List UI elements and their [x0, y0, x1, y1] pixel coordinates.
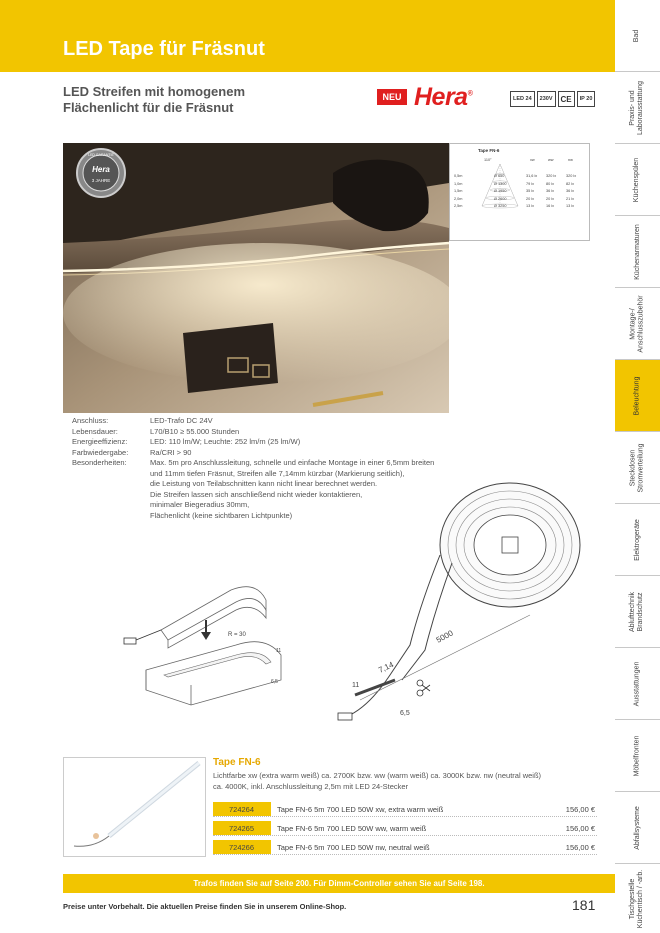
sidebar-tab-beleuchtung[interactable] [615, 360, 660, 432]
article-row[interactable] [213, 802, 597, 817]
spec-value: Ra/CRI > 90 [150, 447, 192, 457]
spec-value: Die Streifen lassen sich anschließend nicht wieder kontaktieren, [150, 489, 363, 499]
ce-icon: CE [558, 91, 575, 107]
article-price: 156,00 € [565, 842, 595, 852]
chart-cell-nw: 36 lx [566, 189, 575, 193]
certification-icons [510, 91, 595, 107]
led24-icon: LED 24 [510, 91, 535, 107]
chart-cell-nw: 13 lx [566, 204, 575, 208]
sidebar-tab-label: Montage-/ Anschlusszubehör [629, 294, 645, 353]
plug-icon [93, 833, 99, 839]
spec-label [72, 500, 150, 511]
chart-cell-dist: 2,0m [454, 196, 463, 201]
article-number: 724264 [213, 802, 271, 816]
sidebar-tab-label: Tischgestelle Küchentisch / -arb. [629, 869, 645, 928]
tape-desc-line: Lichtfarbe xw (extra warm weiß) ca. 2700K bzw. ww (warm weiß) ca. 3000K bzw. nw (neutral weiß) [213, 771, 542, 780]
chart-cell-ww: 320 lx [546, 174, 557, 178]
sidebar-tab-moebelfronten[interactable] [615, 720, 660, 792]
spec-value: die Leistung von Teilabschnitten kann nicht linear berechnet werden. [150, 479, 378, 488]
spec-label [72, 490, 150, 501]
subtitle-line: Flächenlicht für die Fräsnut [63, 100, 234, 115]
beam-cone-icon [480, 164, 520, 209]
sidebar-tab-label: Möbelfronten [633, 735, 641, 776]
spec-row [72, 437, 472, 448]
sidebar-tab-steckdosen[interactable] [615, 432, 660, 504]
sidebar-tab-label: Küchenspülen [633, 157, 641, 202]
sidebar-tab-ausstattungen[interactable] [615, 648, 660, 720]
tape-desc-line: ca. 4000K, inkl. Anschlussleitung 2,5m mit LED 24-Stecker [213, 781, 409, 791]
spec-label [72, 511, 150, 522]
transformer-note: Trafos finden Sie auf Seite 200. Für Dimm-Controller sehen Sie auf Seite 198. [193, 879, 485, 888]
chart-cell-dist: 2,5m [454, 204, 463, 208]
chart-cell-ww: 20 lx [546, 196, 555, 201]
spec-value: Flächenlicht (keine sichtbaren Lichtpunkte) [150, 510, 293, 520]
chart-cell-nw: 82 lx [566, 181, 575, 186]
chart-title: Tape FN-6 [478, 148, 500, 153]
chart-cell-ww: 80 lx [546, 181, 555, 186]
tape-illustration [64, 758, 207, 858]
transformer-note-band [63, 874, 615, 893]
tape-reel-drawing [330, 465, 590, 735]
sidebar-tab-abfallsysteme[interactable] [615, 792, 660, 864]
article-number: 724265 [213, 821, 271, 835]
article-description: Tape FN-6 5m 700 LED 50W xw, extra warm weiß [277, 804, 444, 814]
length-label: 5000 [434, 628, 455, 645]
height-label: 11 [352, 682, 360, 689]
tape-product-image [63, 757, 206, 857]
article-number: 724266 [213, 840, 271, 854]
chart-cell-diam: Ø 2600 [494, 196, 507, 201]
new-badge: NEU [377, 89, 407, 105]
ip20-icon: IP 20 [577, 91, 596, 107]
sidebar-tab-montage[interactable] [615, 288, 660, 360]
sidebar-tab-label: Praxis- und Laborausstattung [629, 80, 645, 135]
connector-plug [338, 713, 352, 720]
page-title: LED Tape für Fräsnut [63, 38, 265, 60]
sidebar-tab-ablufttechnik[interactable] [615, 576, 660, 648]
chart-cell-nw: 320 lx [566, 174, 577, 178]
spec-value: und 11mm tiefen Fräsnut, Streifen alle 7,14mm kürzbar (Markierung seitlich), [150, 468, 405, 478]
hera-logo-text: Hera [414, 83, 468, 111]
product-subtitle [63, 84, 245, 116]
product-photo [63, 143, 449, 413]
seal-years-text: 3 JAHRE [91, 178, 111, 183]
col-header: xw [530, 158, 535, 162]
chart-cell-dist: 0,5m [454, 174, 463, 178]
spec-label [72, 469, 150, 480]
spec-label: Anschluss: [72, 416, 109, 425]
spec-label: Farbwiedergabe: [72, 447, 129, 457]
chart-cell-xw: 79 lx [526, 181, 535, 186]
spec-value: LED: 110 lm/W; Leuchte: 252 lm/m (25 lm/W) [150, 437, 301, 446]
chart-cell-dist: 1,5m [454, 189, 463, 193]
chart-cell-dist: 1,0m [454, 181, 463, 186]
light-distribution-chart [449, 143, 590, 241]
article-price: 156,00 € [565, 823, 595, 833]
sidebar-tab-label: Ablufttechnik Brandschutz [629, 591, 645, 632]
sidebar-tab-label: Bad [633, 29, 641, 42]
col-header: ww [548, 158, 554, 162]
spec-label: Energieeffizienz: [72, 437, 128, 446]
radius-label: R = 30 [228, 632, 246, 638]
chart-cell-ww: 36 lx [546, 189, 555, 193]
tape-description [213, 771, 608, 792]
sidebar-tab-label: Ausstattungen [633, 661, 641, 706]
chart-cell-xw: 31,6 lx [526, 174, 538, 178]
col-header: nw [568, 158, 573, 162]
article-description: Tape FN-6 5m 700 LED 50W nw, neutral weiß [277, 842, 430, 852]
depth-label: 11 [276, 648, 282, 654]
spec-label: Besonderheiten: [72, 458, 127, 467]
spec-row [72, 416, 472, 427]
chart-cell-ww: 16 lx [546, 204, 555, 208]
scissors-icon [417, 680, 430, 696]
spec-value: L70/B10 ≥ 55.000 Stunden [150, 426, 240, 436]
chart-cell-xw: 35 lx [526, 189, 535, 193]
sidebar-tab-tischgestelle[interactable] [615, 864, 660, 933]
spec-value: LED-Trafo DC 24V [150, 416, 213, 425]
subtitle-line: LED Streifen mit homogenem [63, 84, 246, 99]
chart-cell-diam: Ø 3250 [494, 204, 507, 208]
page-number: 181 [572, 897, 596, 913]
voltage-icon: 230V [537, 91, 556, 107]
sidebar-tab-label: Elektrogeräte [633, 518, 641, 561]
hera-logo [414, 83, 472, 112]
chart-cell-diam: Ø 1950 [494, 189, 507, 193]
spec-value: minimaler Biegeradius 30mm, [150, 500, 250, 509]
spec-label: Lebensdauer: [72, 426, 118, 436]
sidebar-tab-elektrogeraete[interactable] [615, 504, 660, 576]
beam-angle: 110° [484, 158, 492, 162]
footer-disclaimer: Preise unter Vorbehalt. Die aktuellen Preise finden Sie in unserem Online-Shop. [63, 902, 347, 911]
registered-mark: ® [467, 90, 473, 98]
groove-profile-drawing [116, 580, 296, 710]
sidebar-tab-label: Beleuchtung [633, 376, 641, 415]
segment-label: 7,14 [377, 660, 395, 675]
article-row[interactable] [213, 821, 597, 836]
header-band [0, 0, 615, 72]
seal-arc-text: LED GARANTIE [88, 153, 114, 157]
sidebar-tab-praxis[interactable] [615, 72, 660, 144]
tape-title: Tape FN-6 [213, 757, 261, 768]
sidebar-tab-bad[interactable] [615, 0, 660, 72]
chart-cell-xw: 20 lx [526, 196, 535, 201]
seal-hera-text: Hera [92, 165, 110, 174]
article-price: 156,00 € [565, 804, 595, 814]
sidebar-tab-label: Küchenarmaturen [633, 223, 641, 280]
width-label: 6,5 [271, 679, 278, 685]
sidebar-tab-kuechenarmaturen[interactable] [615, 216, 660, 288]
spec-value: Max. 5m pro Anschlussleitung, schnelle und einfache Montage in einer 6,5mm breiten [150, 458, 435, 467]
article-row[interactable] [213, 840, 597, 855]
article-description: Tape FN-6 5m 700 LED 50W ww, warm weiß [277, 823, 427, 833]
chart-cell-nw: 21 lx [566, 196, 575, 201]
category-sidebar [615, 0, 660, 933]
sidebar-tab-label: Steckdosen Stromverteilung [629, 442, 645, 493]
photo-illustration [63, 143, 449, 413]
chart-cell-diam: Ø 650 [494, 174, 505, 178]
thickness-label: 6,5 [400, 710, 410, 717]
chart-cell-xw: 13 lx [526, 204, 535, 208]
spec-label [72, 479, 150, 490]
sidebar-tab-kuechenspuelen[interactable] [615, 144, 660, 216]
spec-row [72, 427, 472, 438]
chart-cell-diam: Ø 1300 [494, 181, 507, 186]
spec-row [72, 448, 472, 459]
sidebar-tab-label: Abfallsysteme [633, 805, 641, 850]
